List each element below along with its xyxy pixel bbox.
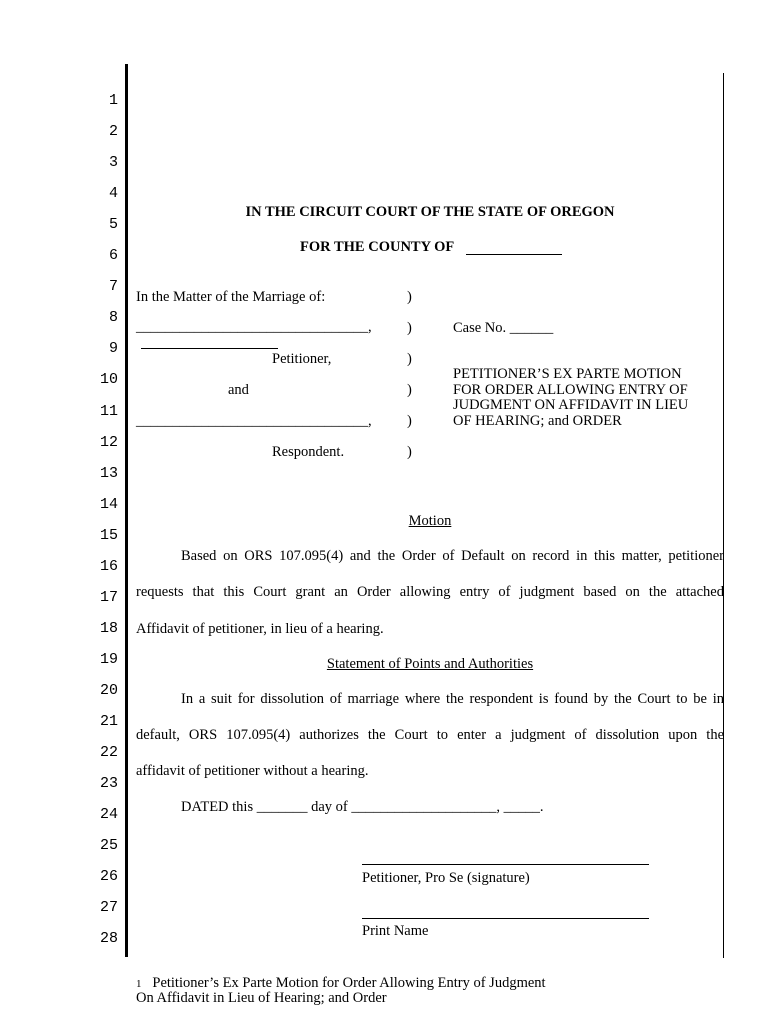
points-paragraph-line: default, ORS 107.095(4) authorizes the Court to enter a judgment of dissolution upon the	[136, 727, 724, 743]
line-number: 27	[99, 899, 118, 917]
caption-paren: )	[407, 351, 412, 367]
print-name-line	[362, 918, 649, 919]
signature-label: Petitioner, Pro Se (signature)	[362, 870, 530, 886]
line-number: 3	[108, 154, 118, 172]
print-name-label: Print Name	[362, 923, 429, 939]
line-number: 4	[108, 185, 118, 203]
petitioner-label: Petitioner,	[272, 351, 332, 367]
points-paragraph-line: In a suit for dissolution of marriage where the respondent is found by the Court to be in	[181, 691, 724, 707]
line-number: 26	[99, 868, 118, 886]
dated-line: DATED this _______ day of ____________________, _____.	[181, 799, 544, 815]
line-number: 19	[99, 650, 118, 668]
footer-title-line: On Affidavit in Lieu of Hearing; and Order	[136, 990, 387, 1006]
document-title-line: JUDGMENT ON AFFIDAVIT IN LIEU	[453, 397, 689, 413]
line-number: 2	[108, 123, 118, 141]
signature-line	[362, 864, 649, 865]
line-number: 17	[99, 588, 118, 606]
county-blank	[466, 254, 562, 255]
points-heading: Statement of Points and Authorities	[326, 656, 534, 672]
left-margin-rule	[125, 64, 128, 957]
document-title-line: OF HEARING; and ORDER	[453, 413, 622, 429]
line-number: 12	[99, 433, 118, 451]
line-number: 18	[99, 619, 118, 637]
line-number: 13	[99, 464, 118, 482]
motion-paragraph-line: requests that this Court grant an Order allowing entry of judgment based on the attached	[136, 584, 724, 600]
line-number: 20	[99, 681, 118, 699]
line-number: 24	[99, 806, 118, 824]
footer-title-text: Petitioner’s Ex Parte Motion for Order Allowing Entry of Judgment	[152, 975, 546, 991]
line-number: 6	[108, 247, 118, 265]
county-label: FOR THE COUNTY OF	[300, 239, 455, 255]
line-number: 15	[99, 526, 118, 544]
petitioner-name-blank	[141, 348, 278, 349]
caption-paren: )	[407, 382, 412, 398]
line-number: 16	[99, 557, 118, 575]
line-number: 25	[99, 837, 118, 855]
caption-paren: )	[407, 413, 412, 429]
line-number: 14	[99, 495, 118, 513]
line-number: 8	[108, 309, 118, 327]
caption-paren: )	[407, 444, 412, 460]
points-paragraph-line: affidavit of petitioner without a hearing.	[136, 763, 369, 779]
footer-page-number: 1	[136, 978, 142, 990]
document-title-line: FOR ORDER ALLOWING ENTRY OF	[453, 382, 688, 398]
caption-paren: )	[407, 320, 412, 336]
caption-matter: In the Matter of the Marriage of:	[136, 289, 326, 305]
caption-paren: )	[407, 289, 412, 305]
line-number: 9	[108, 340, 118, 358]
line-number: 28	[99, 930, 118, 948]
line-number: 10	[99, 371, 118, 389]
motion-paragraph-line: Affidavit of petitioner, in lieu of a hearing.	[136, 621, 384, 637]
line-number: 22	[99, 744, 118, 762]
line-number: 1	[108, 92, 118, 109]
petitioner-blank: ________________________________,	[136, 319, 372, 335]
line-number: 5	[108, 216, 118, 234]
motion-paragraph-line: Based on ORS 107.095(4) and the Order of Default on record in this matter, petitioner	[181, 548, 724, 564]
line-number: 7	[108, 278, 118, 296]
respondent-label: Respondent.	[272, 444, 345, 460]
line-number: 23	[99, 775, 118, 793]
court-title: IN THE CIRCUIT COURT OF THE STATE OF OREGON	[245, 204, 615, 220]
county-line	[300, 239, 454, 255]
line-number: 21	[99, 713, 118, 730]
document-title-line: PETITIONER’S EX PARTE MOTION	[453, 366, 682, 382]
case-number: Case No. ______	[453, 320, 554, 336]
and-label: and	[228, 382, 249, 398]
respondent-blank: ________________________________,	[136, 413, 372, 429]
motion-heading: Motion	[408, 513, 452, 529]
line-number: 11	[99, 402, 118, 420]
